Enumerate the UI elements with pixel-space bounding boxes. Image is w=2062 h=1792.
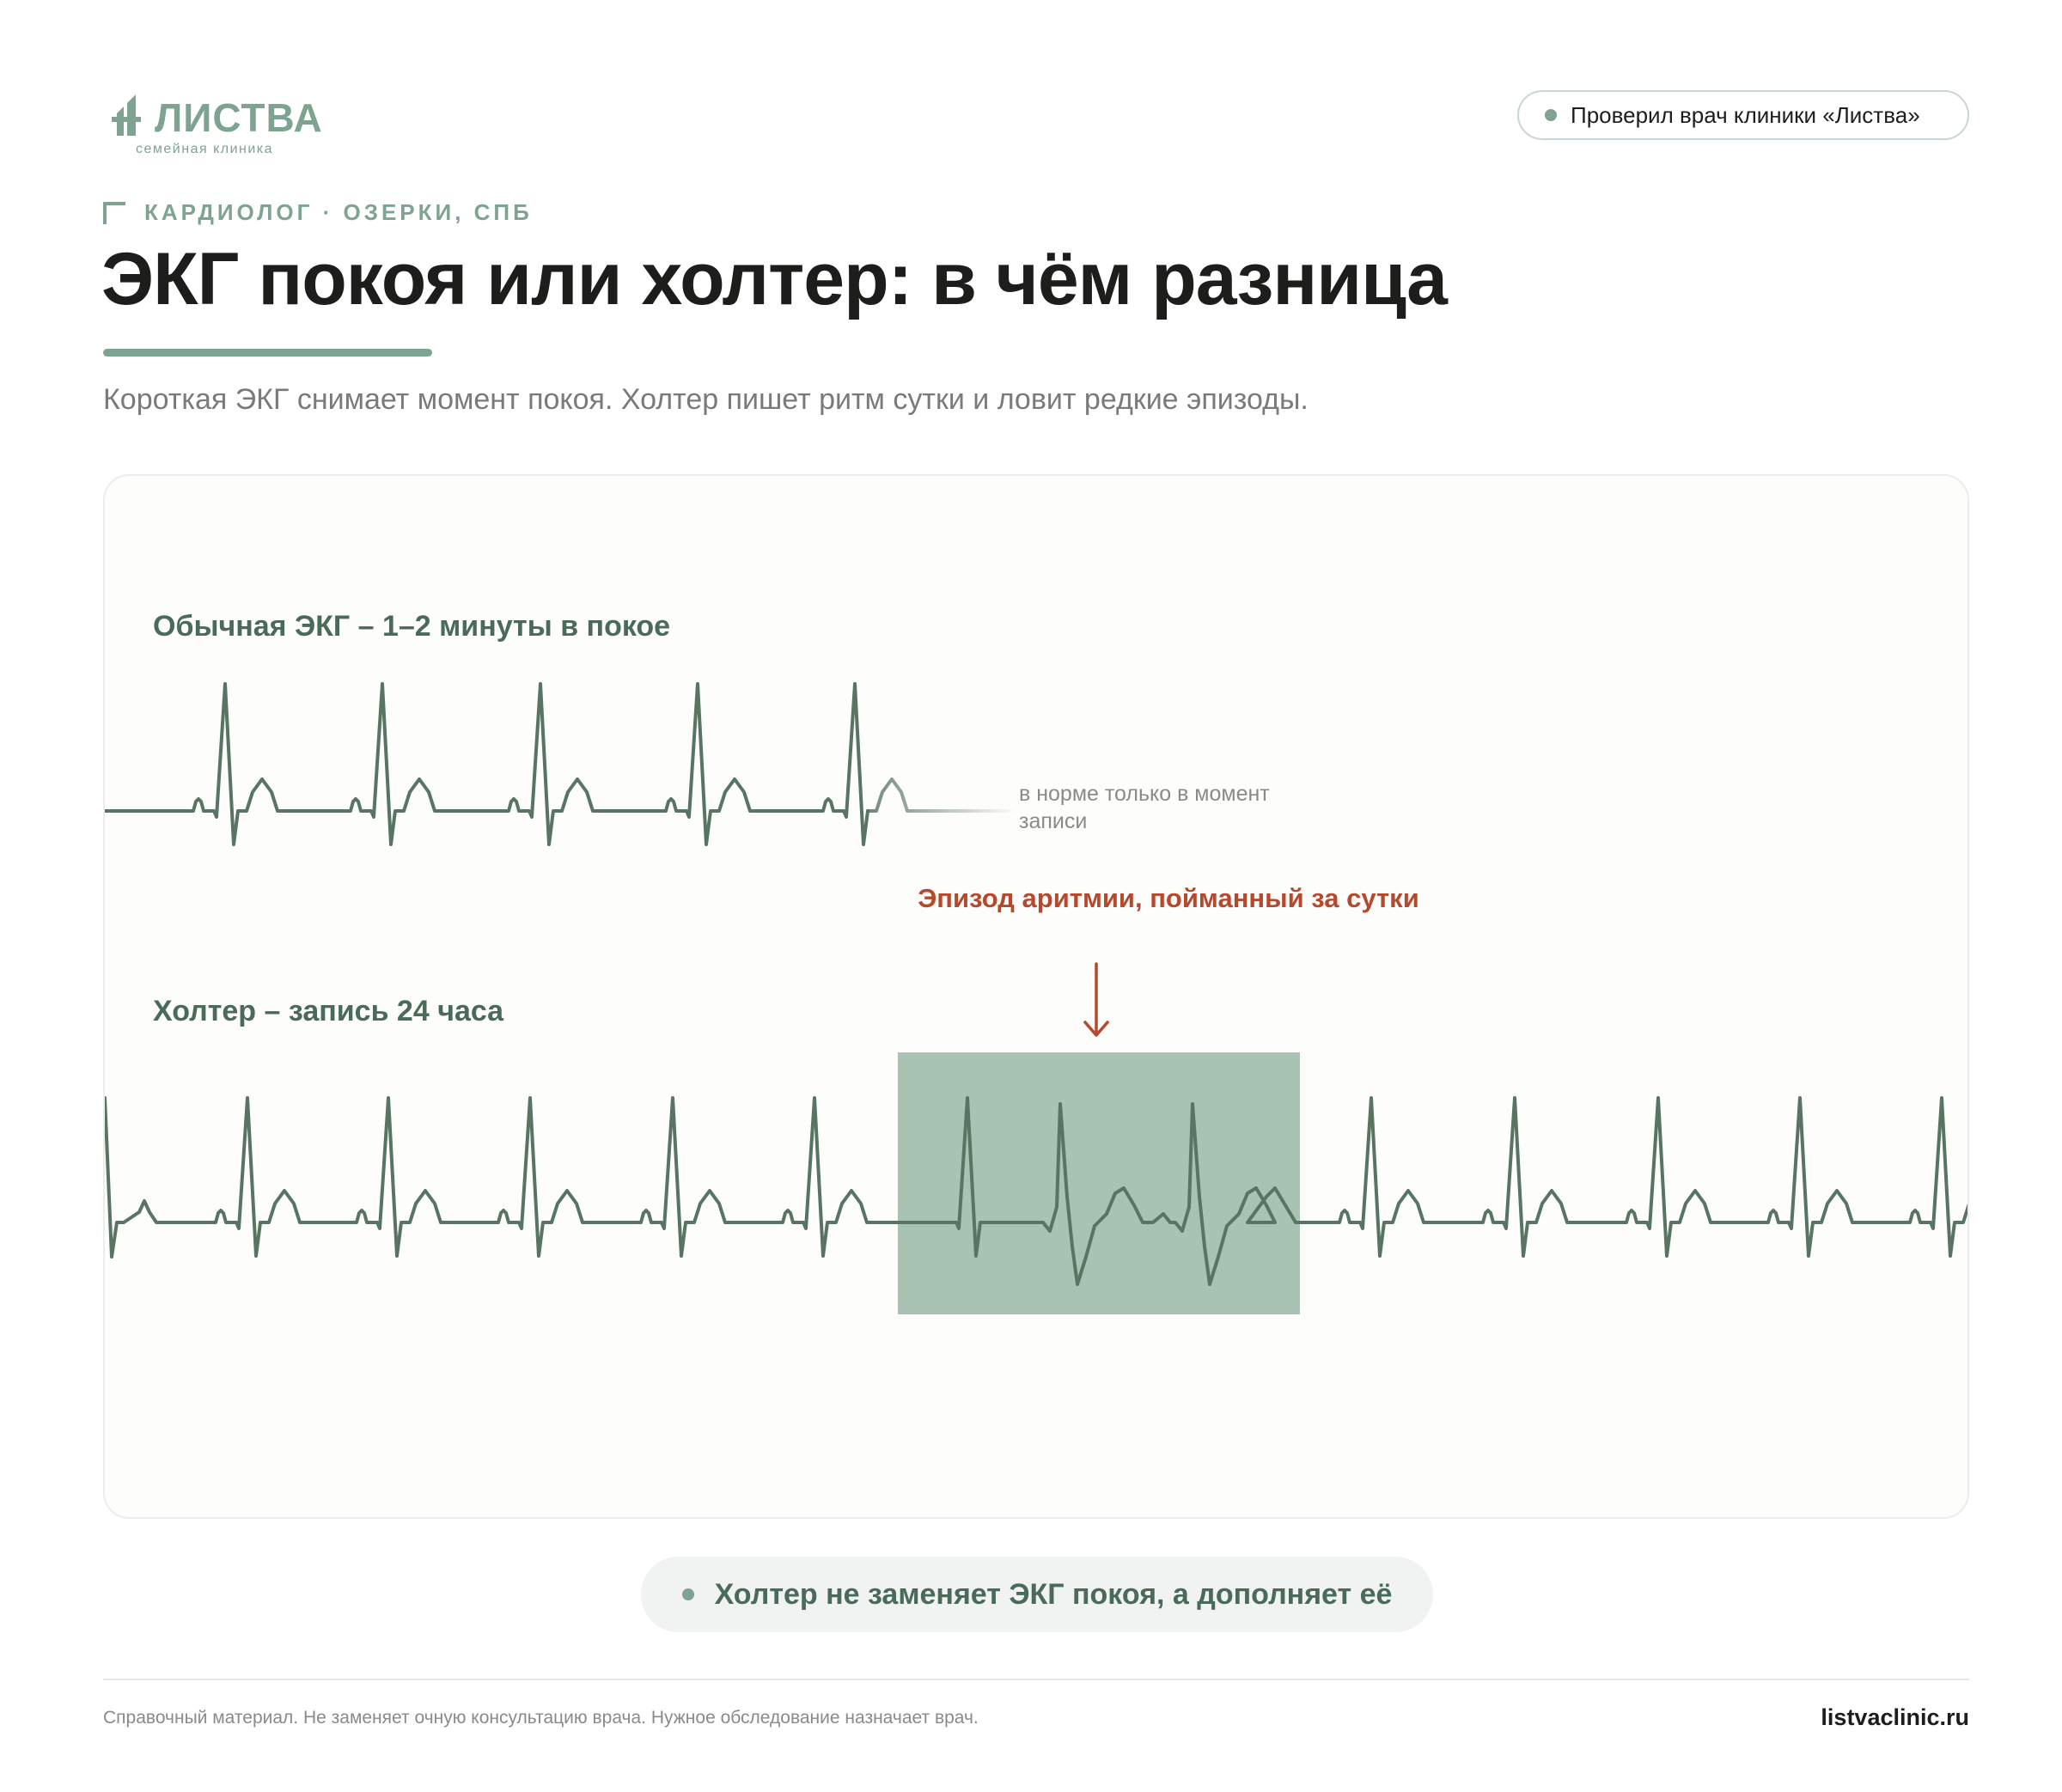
logo-wordmark: ЛИСТВА [155,95,323,140]
ecg-comparison-diagram [103,474,1969,1519]
holter-label: Холтер – запись 24 часа [153,995,504,1027]
logo-tagline: семейная клиника [136,142,274,156]
corner-bracket-icon [103,202,125,224]
summary-pill-text: Холтер не заменяет ЭКГ покоя, а дополняет её [714,1577,1393,1611]
status-dot-icon [1545,109,1557,121]
title-underline [103,349,432,357]
resting-ecg-label: Обычная ЭКГ – 1–2 минуты в покое [153,610,671,643]
eyebrow [103,199,533,226]
down-arrow-icon [1085,964,1107,1035]
eyebrow-text: КАРДИОЛОГ · ОЗЕРКИ, СПБ [144,199,533,225]
leaf-logo-icon [112,93,155,141]
resting-ecg-trace [105,684,868,844]
arrhythmia-episode-label: Эпизод аритмии, пойманный за сутки [918,883,1419,913]
footer-disclaimer: Справочный материал. Не заменяет очную консультацию врача. Нужное обследование назначает врач. [103,1708,979,1728]
resting-ecg-fade [868,779,1014,811]
footer-divider [103,1679,1969,1680]
page-title: ЭКГ покоя или холтер: в чём разница [101,238,1447,320]
verified-badge [1517,90,1969,140]
arrhythmia-highlight [898,1052,1300,1314]
clinic-logo[interactable] [112,93,323,162]
verified-badge-text: Проверил врач клиники «Листва» [1571,101,1920,128]
footer-site-link[interactable]: listvaclinic.ru [1821,1704,1969,1730]
resting-ecg-note: в норме только в момент записи [1019,782,1270,833]
summary-pill [641,1557,1433,1632]
status-dot-icon [682,1588,694,1600]
page-subtitle: Короткая ЭКГ снимает момент покоя. Холтер пишет ритм сутки и ловит редкие эпизоды. [103,383,1309,416]
